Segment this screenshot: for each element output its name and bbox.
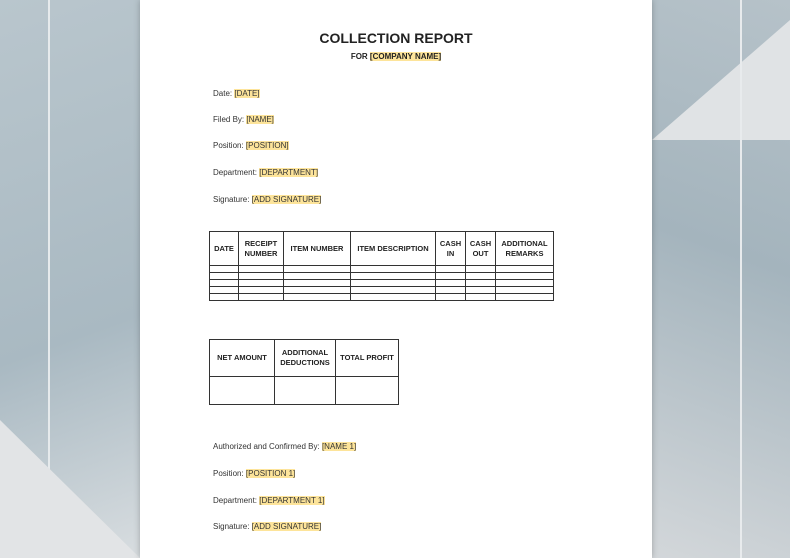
header-date: DATE <box>210 232 239 266</box>
header-additional-deductions: ADDITIONAL DEDUCTIONS <box>275 340 336 377</box>
subtitle-prefix: FOR <box>350 52 370 61</box>
filed-by-placeholder: [NAME] <box>246 115 274 124</box>
authorized-by-placeholder: [NAME 1] <box>321 442 357 451</box>
footer-position-placeholder: [POSITION 1] <box>245 469 296 478</box>
table-row <box>210 377 399 405</box>
footer-department-label: Department: <box>213 496 260 505</box>
table-row <box>210 280 554 287</box>
signature-placeholder: [ADD SIGNATURE] <box>251 195 322 204</box>
position-field <box>213 141 289 150</box>
footer-department-placeholder: [DEPARTMENT 1] <box>259 496 325 505</box>
header-item-description: ITEM DESCRIPTION <box>351 232 436 266</box>
collection-table-header <box>210 232 554 266</box>
header-additional-remarks: ADDITIONAL REMARKS <box>496 232 554 266</box>
signature-label: Signature: <box>213 195 252 204</box>
table-row <box>210 266 554 273</box>
department-label: Department: <box>213 168 260 177</box>
report-title: COLLECTION REPORT <box>319 30 473 46</box>
header-item-number: ITEM NUMBER <box>284 232 351 266</box>
date-field <box>213 89 260 98</box>
filed-by-field <box>213 115 274 124</box>
authorized-by-label: Authorized and Confirmed By: <box>213 442 322 451</box>
report-subtitle <box>140 52 652 61</box>
footer-signature-placeholder: [ADD SIGNATURE] <box>251 522 322 531</box>
header-receipt-number: RECEIPT NUMBER <box>239 232 284 266</box>
position-placeholder: [POSITION] <box>245 141 289 150</box>
footer-signature-label: Signature: <box>213 522 252 531</box>
table-row <box>210 294 554 301</box>
department-field <box>213 168 318 177</box>
footer-position-field <box>213 469 295 478</box>
position-label: Position: <box>213 141 246 150</box>
table-row <box>210 287 554 294</box>
date-placeholder: [DATE] <box>234 89 260 98</box>
footer-department-field <box>213 496 325 505</box>
footer-position-label: Position: <box>213 469 246 478</box>
signature-field <box>213 195 321 204</box>
summary-table <box>209 339 399 405</box>
department-placeholder: [DEPARTMENT] <box>259 168 319 177</box>
background-right-diagonal <box>652 20 790 140</box>
header-cash-out: CASH OUT <box>466 232 496 266</box>
filed-by-label: Filed By: <box>213 115 247 124</box>
summary-table-header <box>210 340 399 377</box>
date-label: Date: <box>213 89 235 98</box>
company-name-placeholder: [COMPANY NAME] <box>369 52 442 61</box>
background-left-diagonal <box>0 420 140 558</box>
document-page <box>140 0 652 558</box>
header-net-amount: NET AMOUNT <box>210 340 275 377</box>
header-total-profit: TOTAL PROFIT <box>336 340 399 377</box>
table-row <box>210 273 554 280</box>
header-cash-in: CASH IN <box>436 232 466 266</box>
footer-signature-field <box>213 522 321 531</box>
authorized-by-field <box>213 442 356 451</box>
background-right-stripe <box>740 0 742 558</box>
collection-table <box>209 231 554 301</box>
